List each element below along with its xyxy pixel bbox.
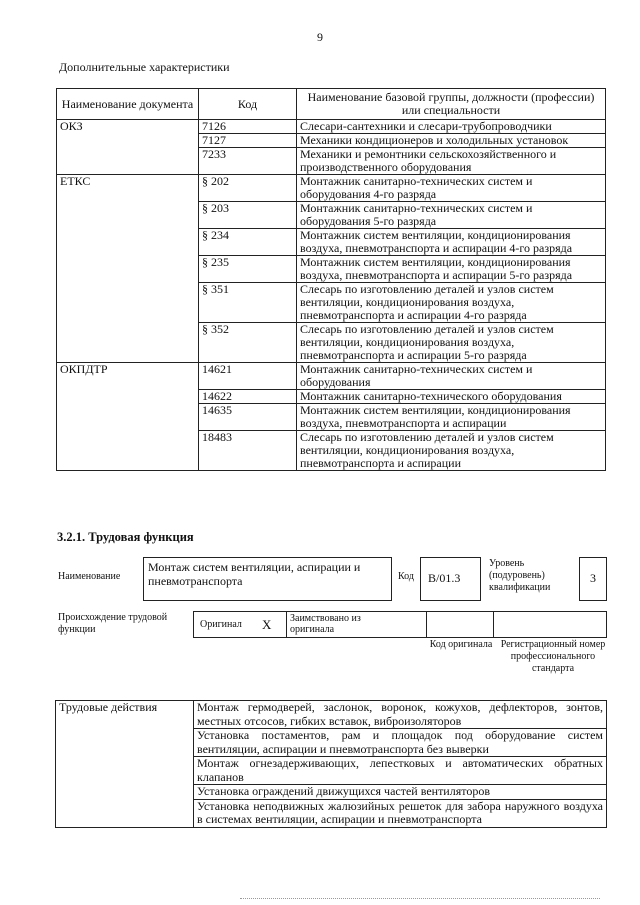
action-item: Установка неподвижных жалюзийных решеток для забора наружного воздуха в системах вентиляции, аспирации и пневмотранспорта	[194, 799, 607, 827]
code-cell: § 235	[199, 256, 297, 283]
code-cell: § 351	[199, 283, 297, 323]
code-cell: § 202	[199, 175, 297, 202]
page-number: 9	[317, 30, 323, 44]
table-row	[56, 701, 607, 729]
original-label: Оригинал	[200, 619, 242, 630]
name-cell: Слесарь по изготовлению деталей и узлов систем вентиляции, кондиционирования воздуха, пневмотранспорта и аспирации 4-го разряда	[297, 283, 606, 323]
labor-actions-label: Трудовые действия	[56, 701, 194, 828]
action-item: Монтаж огнезадерживающих, лепестковых и автоматических обратных клапанов	[194, 757, 607, 785]
name-cell: Слесари-сантехники и слесари-трубопроводчики	[297, 120, 606, 134]
name-label: Наименование	[58, 571, 121, 582]
code-cell: 14621	[199, 363, 297, 390]
name-cell: Монтажник систем вентиляции, кондиционирования воздуха, пневмотранспорта и аспирации 5-го разряда	[297, 256, 606, 283]
original-mark: X	[262, 617, 272, 632]
borrowed-label: Заимствовано из оригинала	[290, 613, 361, 635]
name-cell: Механики кондиционеров и холодильных установок	[297, 134, 606, 148]
code-cell: 14635	[199, 404, 297, 431]
action-item: Установка постаментов, рам и площадок под оборудование систем вентиляции, аспирации и пневмотранспорта без выверки	[194, 729, 607, 757]
origin-label: Происхождение трудовой функции	[58, 612, 168, 635]
labor-function-heading: 3.2.1. Трудовая функция	[57, 530, 194, 544]
name-cell: Механики и ремонтники сельскохозяйственного и производственного оборудования	[297, 148, 606, 175]
table-row	[57, 363, 606, 390]
name-cell: Монтажник систем вентиляции, кондиционирования воздуха, пневмотранспорта и аспирации	[297, 404, 606, 431]
table-row	[57, 229, 606, 256]
action-item: Установка ограждений движущихся частей вентиляторов	[194, 785, 607, 800]
registration-number-caption: Регистрационный номер профессионального стандарта	[500, 639, 606, 674]
code-cell: § 234	[199, 229, 297, 256]
borrowed-cell	[286, 611, 427, 638]
header-code: Код	[199, 89, 297, 120]
extra-characteristics-heading: Дополнительные характеристики	[59, 60, 230, 74]
code-cell: § 352	[199, 323, 297, 363]
doc-okpdtr: ОКПДТР	[57, 363, 199, 390]
name-cell: Монтажник санитарно-технических систем и оборудования 4-го разряда	[297, 175, 606, 202]
extra-characteristics-table	[56, 88, 606, 471]
qualification-level-label: Уровень (подуровень) квалификации	[489, 558, 551, 593]
table-row	[57, 390, 606, 404]
code-cell: § 203	[199, 202, 297, 229]
code-cell: 7127	[199, 134, 297, 148]
code-label: Код	[398, 571, 414, 582]
name-cell: Монтажник санитарно-технического оборудования	[297, 390, 606, 404]
doc-etks: ЕТКС	[57, 175, 199, 202]
name-cell: Слесарь по изготовлению деталей и узлов систем вентиляции, кондиционирования воздуха, пневмотранспорта и аспирации 5-го разряда	[297, 323, 606, 363]
name-cell: Слесарь по изготовлению деталей и узлов систем вентиляции, кондиционирования воздуха, пневмотранспорта и аспирации	[297, 431, 606, 471]
header-doc: Наименование документа	[57, 89, 199, 120]
original-cell	[193, 611, 287, 638]
table-row	[57, 323, 606, 363]
table-row	[57, 404, 606, 431]
name-cell: Монтажник систем вентиляции, кондиционирования воздуха, пневмотранспорта и аспирации 4-го разряда	[297, 229, 606, 256]
action-item: Монтаж гермодверей, заслонок, воронок, кожухов, дефлекторов, зонтов, местных отсосов, гибких вставок, виброизоляторов	[194, 701, 607, 729]
table-row	[57, 256, 606, 283]
bottom-divider	[240, 898, 600, 899]
table-row	[57, 148, 606, 175]
function-code-box: B/01.3	[420, 557, 481, 601]
doc-okz: ОКЗ	[57, 120, 199, 134]
table-row	[57, 431, 606, 471]
code-cell: 18483	[199, 431, 297, 471]
table-row	[57, 120, 606, 134]
registration-number-cell	[493, 611, 607, 638]
name-cell: Монтажник санитарно-технических систем и оборудования	[297, 363, 606, 390]
table-row	[57, 175, 606, 202]
header-group: Наименование базовой группы, должности (профессии) или специальности	[297, 89, 606, 120]
qualification-level-box: 3	[579, 557, 607, 601]
code-cell: 14622	[199, 390, 297, 404]
original-code-caption: Код оригинала	[429, 639, 493, 650]
table-row	[57, 283, 606, 323]
table-row	[57, 202, 606, 229]
code-cell: 7126	[199, 120, 297, 134]
labor-actions-table	[55, 700, 607, 828]
code-cell: 7233	[199, 148, 297, 175]
table-row	[57, 134, 606, 148]
table-header-row	[57, 89, 606, 120]
original-code-cell	[426, 611, 494, 638]
name-cell: Монтажник санитарно-технических систем и оборудования 5-го разряда	[297, 202, 606, 229]
function-name-box: Монтаж систем вентиляции, аспирации и пневмотранспорта	[143, 557, 392, 601]
